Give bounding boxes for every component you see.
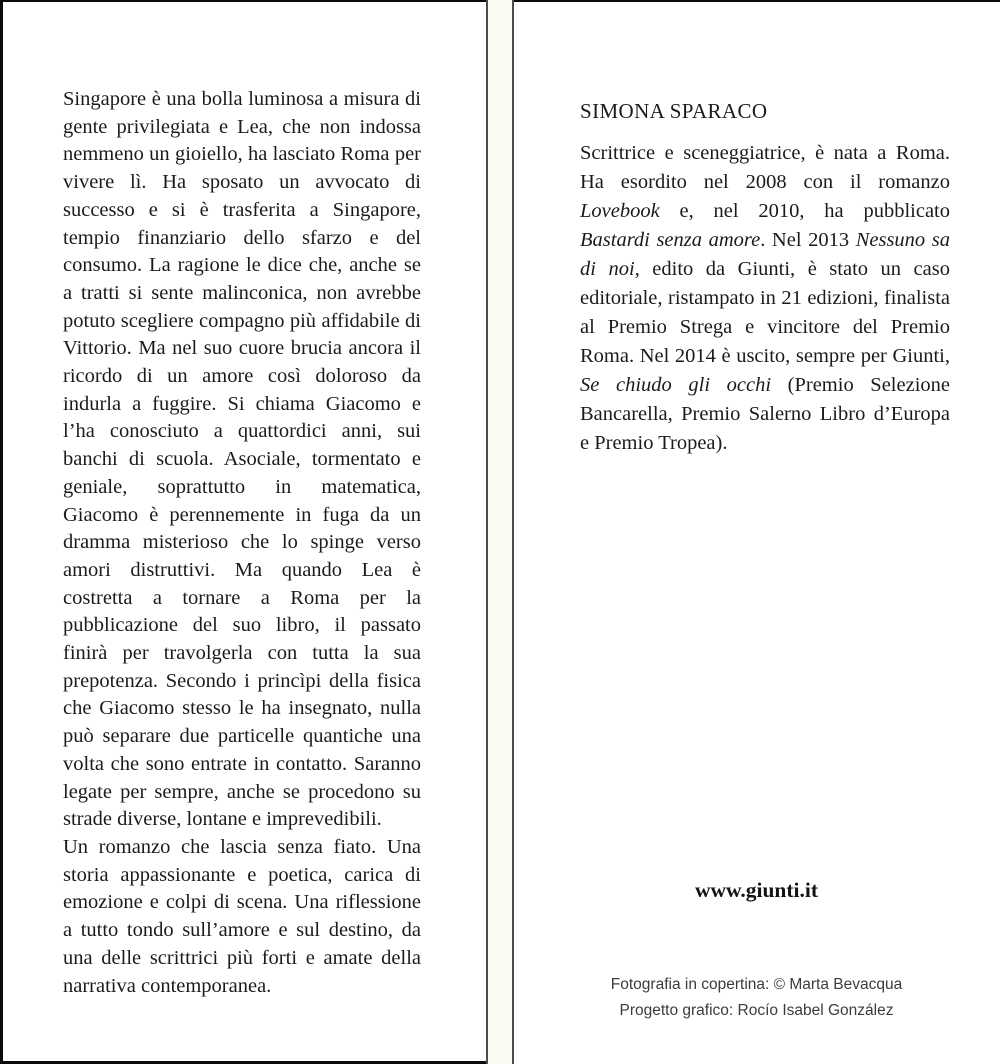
- publisher-website: www.giunti.it: [694, 878, 819, 902]
- page-fold-gutter: [486, 0, 514, 1064]
- graphic-design-credit: Progetto grafico: Rocío Isabel González: [619, 1002, 894, 1019]
- cover-photo-credit: Fotografia in copertina: © Marta Bevacqua: [610, 976, 903, 993]
- author-bio: Scrittrice e sceneggiatrice, è nata a Roma. Ha esordito nel 2008 con il romanzo Lovebook e, nel 2010, ha pubblicato Bastardi senza amore. Nel 2013 Nessuno sa di noi, edito da Giunti, è stato un caso editoriale, ristampato in 21 edizioni, finalista al Premio Strega e vincitore del Premio Roma. Nel 2014 è uscito, sempre per Giunti, Se chiudo gli occhi (Premio Selezione Bancarella, Premio Salerno Libro d’Europa e Premio Tropea).: [580, 142, 950, 454]
- synopsis-paragraph-2: Un romanzo che lascia senza fiato. Una storia appassionante e poetica, carica di emozione e colpi di scena. Una riflessione a tutto tondo sull’amore e sul destino, da una delle scrittrici più forti e amate della narrativa contemporanea.: [63, 835, 421, 997]
- synopsis-paragraph-1: Singapore è una bolla luminosa a misura di gente privilegiata e Lea, che non indossa nemmeno un gioiello, ha lasciato Roma per vivere lì. Ha sposato un avvocato di successo e si è trasferita a Singapore, tempio finanziario dello sfarzo e del consumo. La ragione le dice che, anche se a tratti si sente malinconica, non avrebbe potuto scegliere compagno più affidabile di Vittorio. Ma nel suo cuore brucia ancora il ricordo di un amore così doloroso da indurla a fuggire. Si chiama Giacomo e l’ha conosciuto a quattordici anni, sui banchi di scuola. Asociale, tormentato e geniale, soprattutto in matematica, Giacomo è perennemente in fuga da un dramma misterioso che lo spinge verso amori distruttivi. Ma quando Lea è costretta a tornare a Roma per la pubblicazione del suo libro, il passato finirà per travolgerla con tutta la sua prepotenza. Secondo i princìpi della fisica che Giacomo stesso le ha insegnato, nulla può separare due particelle quantiche una volta che sono entrate in contatto. Saranno legate per sempre, anche se procedono su strade diverse, lontane e imprevedibili.: [63, 88, 421, 831]
- left-flap: [63, 86, 421, 1000]
- credits: [513, 972, 1000, 1024]
- author-name: SIMONA SPARACO: [580, 99, 768, 123]
- scan-edge-left: [0, 0, 3, 1064]
